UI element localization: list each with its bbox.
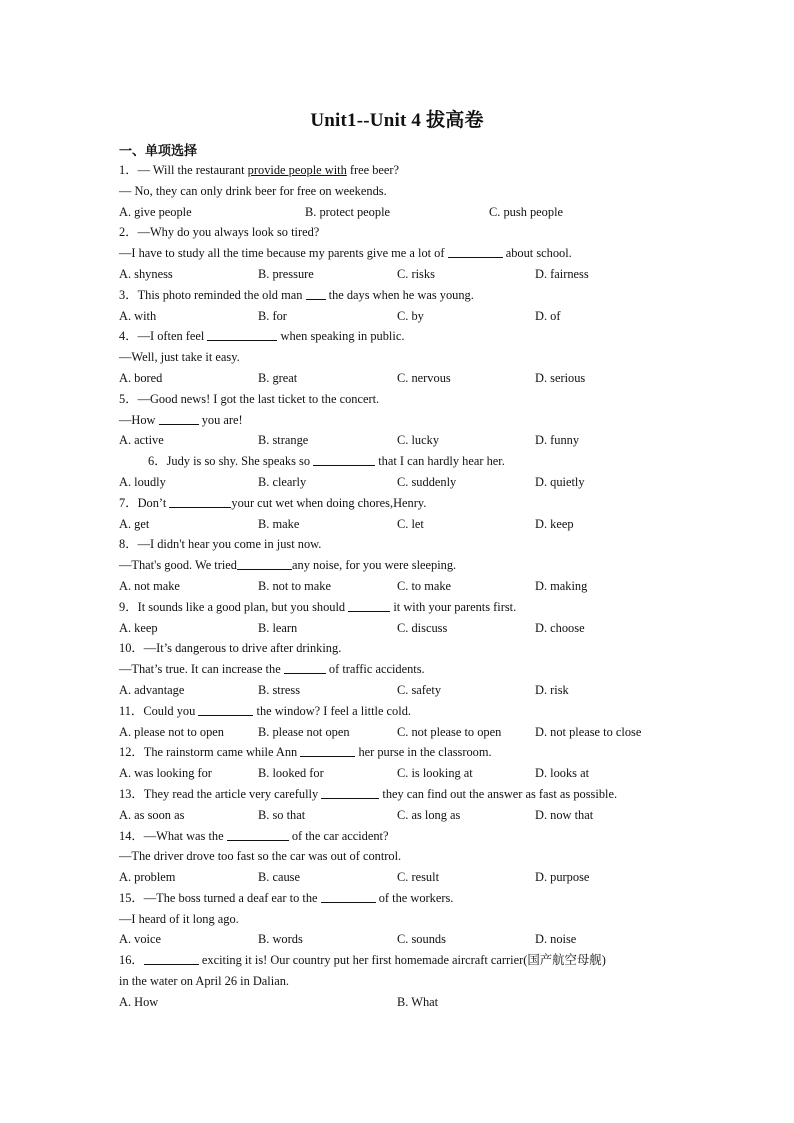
question-number: 5．	[119, 391, 138, 406]
option-letter: C.	[397, 370, 409, 385]
option-text: not please to close	[550, 724, 642, 739]
options-row	[119, 680, 739, 701]
option-text: discuss	[411, 620, 448, 635]
answer-blank[interactable]	[300, 743, 355, 757]
option-text: stress	[272, 682, 301, 697]
page-title: Unit1--Unit 4 拔高卷	[310, 110, 484, 131]
question-line	[119, 971, 739, 992]
question-number: 2．	[119, 225, 138, 240]
options-row	[119, 618, 739, 639]
answer-option[interactable]	[258, 306, 287, 327]
option-letter: B.	[258, 433, 270, 448]
answer-option[interactable]	[119, 472, 166, 493]
question-line	[119, 846, 739, 867]
answer-option[interactable]	[119, 618, 158, 639]
answer-option[interactable]	[535, 306, 560, 327]
question-line	[119, 701, 739, 722]
answer-option[interactable]	[258, 722, 350, 743]
option-letter: B.	[258, 308, 270, 323]
question-text: —I have to study all the time because my parents give me a lot of	[119, 246, 448, 261]
answer-option[interactable]	[119, 306, 156, 327]
option-letter: D.	[535, 474, 548, 489]
option-letter: B.	[258, 870, 270, 885]
answer-option[interactable]	[535, 514, 574, 535]
option-text: pressure	[272, 266, 314, 281]
answer-option[interactable]	[535, 430, 579, 451]
option-text: as soon as	[134, 807, 185, 822]
options-row	[119, 472, 739, 493]
option-letter: A.	[119, 433, 132, 448]
option-letter: A.	[119, 266, 132, 281]
question-line	[119, 285, 739, 306]
option-letter: D.	[535, 870, 548, 885]
answer-option[interactable]	[397, 264, 435, 285]
option-letter: C.	[397, 807, 409, 822]
question-line	[119, 493, 739, 514]
option-text: make	[272, 516, 300, 531]
option-text: was looking for	[134, 766, 212, 781]
option-text: protect people	[319, 204, 391, 219]
answer-blank[interactable]	[237, 556, 292, 570]
answer-option[interactable]	[397, 680, 441, 701]
option-letter: C.	[397, 308, 409, 323]
answer-option[interactable]	[119, 763, 212, 784]
answer-blank[interactable]	[313, 452, 375, 466]
options-row	[119, 805, 739, 826]
option-letter: C.	[397, 932, 409, 947]
option-text: for	[272, 308, 287, 323]
option-text: not to make	[272, 578, 331, 593]
option-text: clearly	[272, 474, 307, 489]
question-number: 6．	[148, 454, 167, 469]
option-text: looks at	[550, 766, 590, 781]
answer-option[interactable]	[119, 867, 175, 888]
question-number: 14．	[119, 828, 144, 843]
answer-blank[interactable]	[159, 411, 199, 425]
answer-option[interactable]	[119, 576, 180, 597]
option-text: voice	[134, 932, 161, 947]
option-letter: A.	[119, 578, 132, 593]
answer-option[interactable]	[119, 992, 158, 1013]
option-letter: A.	[119, 474, 132, 489]
question-text: of traffic accidents.	[325, 662, 425, 677]
answer-option[interactable]	[397, 306, 424, 327]
answer-option[interactable]	[119, 264, 173, 285]
answer-option[interactable]	[397, 368, 451, 389]
question-text: of the workers.	[375, 890, 454, 905]
answer-option[interactable]	[535, 618, 585, 639]
answer-blank[interactable]	[169, 494, 231, 508]
answer-option[interactable]	[258, 264, 314, 285]
option-letter: B.	[258, 474, 270, 489]
option-text: is looking at	[411, 766, 473, 781]
question-text: they can find out the answer as fast as possible.	[379, 786, 618, 801]
question-line	[119, 451, 739, 472]
option-text: keep	[134, 620, 158, 635]
question-number: 13．	[119, 786, 144, 801]
question-text: when speaking in public.	[277, 329, 405, 344]
question-text: Could you	[143, 703, 199, 718]
question-text: in the water on April 26 in Dalian.	[119, 974, 289, 989]
question-line	[119, 784, 739, 805]
option-letter: A.	[119, 370, 132, 385]
question-text: —I heard of it long ago.	[119, 911, 239, 926]
options-row	[119, 264, 739, 285]
option-letter: A.	[119, 682, 132, 697]
option-letter: C.	[397, 620, 409, 635]
option-letter: A.	[119, 870, 132, 885]
option-letter: A.	[119, 620, 132, 635]
option-text: as long as	[411, 807, 461, 822]
answer-option[interactable]	[535, 867, 589, 888]
option-letter: B.	[305, 204, 317, 219]
option-text: purpose	[550, 870, 590, 885]
answer-blank[interactable]	[144, 951, 199, 965]
option-text: not make	[134, 578, 180, 593]
option-text: loudly	[134, 474, 166, 489]
option-letter: A.	[119, 766, 132, 781]
option-letter: A.	[119, 516, 132, 531]
answer-option[interactable]	[397, 992, 438, 1013]
options-row	[119, 202, 739, 223]
option-letter: B.	[258, 578, 270, 593]
option-letter: C.	[397, 766, 409, 781]
question-number: 9．	[119, 599, 138, 614]
answer-blank[interactable]	[321, 785, 379, 799]
question-text: —How	[119, 412, 159, 427]
question-number: 11．	[119, 703, 144, 718]
answer-option[interactable]	[258, 929, 303, 950]
question-text: —The driver drove too fast so the car was out of control.	[119, 849, 402, 864]
question-text: Don’t	[137, 495, 170, 510]
answer-blank[interactable]	[321, 889, 376, 903]
option-text: so that	[272, 807, 306, 822]
option-letter: B.	[258, 682, 270, 697]
answer-option[interactable]	[258, 680, 300, 701]
question-text: that I can hardly hear her.	[375, 454, 505, 469]
question-text: the days when he was young.	[325, 287, 474, 302]
answer-option[interactable]	[119, 430, 164, 451]
option-text: bored	[134, 370, 163, 385]
answer-blank[interactable]	[306, 286, 326, 300]
answer-option[interactable]	[258, 430, 308, 451]
question-text: her purse in the classroom.	[355, 745, 492, 760]
option-letter: B.	[258, 932, 270, 947]
question-text: —I didn't hear you come in just now.	[137, 537, 322, 552]
answer-option[interactable]	[305, 202, 390, 223]
option-text: get	[134, 516, 150, 531]
options-row	[119, 306, 739, 327]
question-text: —I often feel	[137, 329, 208, 344]
option-text: How	[134, 994, 159, 1009]
answer-option[interactable]	[535, 722, 641, 743]
question-line	[119, 534, 739, 555]
option-text: choose	[550, 620, 585, 635]
option-letter: A.	[119, 308, 132, 323]
answer-blank[interactable]	[227, 827, 289, 841]
option-letter: D.	[535, 620, 548, 635]
question-text: any noise, for you were sleeping.	[292, 558, 457, 573]
option-text: funny	[550, 433, 580, 448]
option-letter: A.	[119, 204, 132, 219]
question-text: of the car accident?	[288, 828, 389, 843]
answer-option[interactable]	[397, 514, 424, 535]
answer-option[interactable]	[489, 202, 563, 223]
option-text: advantage	[134, 682, 185, 697]
options-row	[119, 368, 739, 389]
option-letter: D.	[535, 516, 548, 531]
answer-blank[interactable]	[284, 660, 326, 674]
answer-option[interactable]	[535, 763, 589, 784]
question-text: it with your parents first.	[390, 599, 517, 614]
question-text: your cut wet when doing chores,Henry.	[231, 495, 427, 510]
answer-option[interactable]	[119, 722, 224, 743]
option-letter: A.	[119, 932, 132, 947]
option-letter: C.	[397, 724, 409, 739]
question-text: —Why do you always look so tired?	[137, 225, 320, 240]
option-text: by	[411, 308, 424, 323]
question-line	[119, 659, 739, 680]
question-text: —Good news! I got the last ticket to the concert.	[137, 391, 380, 406]
option-letter: D.	[535, 308, 548, 323]
question-text: exciting it is! Our country put her first homemade aircraft carrier(国产航空母舰)	[198, 953, 606, 968]
answer-option[interactable]	[397, 618, 447, 639]
option-text: noise	[550, 932, 577, 947]
option-text: sounds	[411, 932, 446, 947]
question-text: —It’s dangerous to drive after drinking.	[143, 641, 342, 656]
question-text: Judy is so shy. She speaks so	[166, 454, 314, 469]
options-row	[119, 514, 739, 535]
option-text: What	[411, 994, 439, 1009]
question-text: —The boss turned a deaf ear to the	[143, 890, 321, 905]
option-letter: D.	[535, 932, 548, 947]
option-letter: D.	[535, 266, 548, 281]
question-line	[119, 389, 739, 410]
question-number: 10．	[119, 641, 144, 656]
answer-option[interactable]	[258, 514, 299, 535]
question-text: you are!	[198, 412, 243, 427]
question-line	[119, 742, 739, 763]
option-text: learn	[272, 620, 298, 635]
answer-blank[interactable]	[348, 598, 390, 612]
option-letter: B.	[258, 370, 270, 385]
option-text: serious	[550, 370, 586, 385]
answer-option[interactable]	[535, 680, 569, 701]
option-letter: A.	[119, 994, 132, 1009]
option-letter: D.	[535, 682, 548, 697]
question-line	[119, 326, 739, 347]
option-letter: A.	[119, 807, 132, 822]
option-letter: A.	[119, 724, 132, 739]
answer-option[interactable]	[258, 472, 306, 493]
option-letter: B.	[258, 807, 270, 822]
option-letter: B.	[397, 994, 409, 1009]
question-text: about school.	[502, 246, 572, 261]
option-text: risks	[411, 266, 435, 281]
option-letter: C.	[397, 516, 409, 531]
option-text: to make	[411, 578, 452, 593]
option-letter: D.	[535, 724, 548, 739]
question-text: free beer?	[346, 163, 400, 177]
option-text: strange	[272, 433, 309, 448]
options-row	[119, 722, 739, 743]
option-letter: D.	[535, 766, 548, 781]
option-text: keep	[550, 516, 574, 531]
answer-option[interactable]	[258, 763, 324, 784]
answer-option[interactable]	[119, 929, 161, 950]
option-text: please not open	[272, 724, 350, 739]
option-letter: B.	[258, 724, 270, 739]
option-letter: B.	[258, 620, 270, 635]
option-text: of	[550, 308, 561, 323]
option-text: great	[272, 370, 298, 385]
option-letter: D.	[535, 370, 548, 385]
question-number: 4．	[119, 329, 138, 344]
question-text: — Will the restaurant	[137, 163, 248, 177]
option-letter: C.	[397, 266, 409, 281]
option-text: nervous	[411, 370, 451, 385]
question-line	[119, 222, 739, 243]
option-text: please not to open	[134, 724, 224, 739]
question-line	[119, 347, 739, 368]
answer-option[interactable]	[258, 805, 305, 826]
question-number: 12．	[119, 745, 144, 760]
answer-option[interactable]	[397, 929, 446, 950]
options-row	[119, 763, 739, 784]
answer-option[interactable]	[119, 202, 192, 223]
question-text: This photo reminded the old man	[137, 287, 306, 302]
option-text: now that	[550, 807, 594, 822]
question-line	[119, 181, 739, 202]
answer-option[interactable]	[535, 576, 587, 597]
option-text: push people	[503, 204, 564, 219]
answer-option[interactable]	[119, 805, 184, 826]
option-letter: C.	[397, 870, 409, 885]
option-letter: D.	[535, 433, 548, 448]
option-letter: B.	[258, 266, 270, 281]
question-line	[119, 160, 739, 181]
question-list	[119, 160, 739, 1013]
option-text: problem	[134, 870, 176, 885]
answer-option[interactable]	[535, 472, 585, 493]
option-letter: D.	[535, 807, 548, 822]
answer-option[interactable]	[397, 805, 460, 826]
option-text: give people	[134, 204, 192, 219]
question-line	[119, 555, 739, 576]
option-text: fairness	[550, 266, 589, 281]
option-text: making	[550, 578, 588, 593]
option-text: safety	[411, 682, 442, 697]
options-row	[119, 576, 739, 597]
options-row	[119, 929, 739, 950]
answer-option[interactable]	[119, 368, 162, 389]
answer-option[interactable]	[397, 763, 473, 784]
option-text: quietly	[550, 474, 585, 489]
question-text: They read the article very carefully	[143, 786, 322, 801]
option-text: cause	[272, 870, 301, 885]
option-letter: B.	[258, 766, 270, 781]
question-line	[119, 638, 739, 659]
option-text: suddenly	[411, 474, 457, 489]
option-letter: C.	[397, 578, 409, 593]
answer-option[interactable]	[535, 805, 593, 826]
option-text: active	[134, 433, 164, 448]
question-line	[119, 888, 739, 909]
question-text: —That’s true. It can increase the	[119, 662, 284, 677]
options-row	[119, 992, 739, 1013]
question-line	[119, 826, 739, 847]
answer-option[interactable]	[535, 929, 576, 950]
answer-option[interactable]	[258, 867, 300, 888]
section-heading: 一、单项选择	[119, 143, 198, 158]
answer-option[interactable]	[258, 576, 331, 597]
question-text: It sounds like a good plan, but you should	[137, 599, 349, 614]
answer-option[interactable]	[397, 430, 439, 451]
answer-blank[interactable]	[448, 244, 503, 258]
answer-option[interactable]	[397, 472, 456, 493]
option-text: risk	[550, 682, 569, 697]
question-number: 15．	[119, 890, 144, 905]
answer-option[interactable]	[258, 368, 297, 389]
option-text: shyness	[134, 266, 173, 281]
option-text: lucky	[411, 433, 440, 448]
option-letter: C.	[397, 682, 409, 697]
question-line	[119, 909, 739, 930]
option-text: let	[411, 516, 424, 531]
question-line	[119, 243, 739, 264]
answer-option[interactable]	[535, 368, 585, 389]
question-number: 8．	[119, 537, 138, 552]
option-text: with	[134, 308, 157, 323]
answer-option[interactable]	[397, 576, 451, 597]
question-number: 16．	[119, 953, 144, 968]
option-letter: D.	[535, 578, 548, 593]
question-text: —Well, just take it easy.	[119, 350, 240, 365]
option-letter: C.	[489, 204, 501, 219]
question-text: —What was the	[143, 828, 227, 843]
question-line	[119, 950, 739, 971]
question-number: 1．	[119, 163, 138, 177]
option-letter: C.	[397, 433, 409, 448]
question-text: —That's good. We tried	[119, 558, 238, 573]
answer-option[interactable]	[258, 618, 297, 639]
answer-option[interactable]	[119, 680, 184, 701]
question-text: the window? I feel a little cold.	[253, 703, 411, 718]
option-text: result	[411, 870, 440, 885]
question-line	[119, 597, 739, 618]
option-text: looked for	[272, 766, 324, 781]
question-number: 3．	[119, 287, 138, 302]
answer-option[interactable]	[119, 514, 149, 535]
options-row	[119, 867, 739, 888]
answer-blank[interactable]	[198, 702, 253, 716]
option-text: words	[272, 932, 303, 947]
answer-blank[interactable]	[207, 327, 277, 341]
question-text: The rainstorm came while Ann	[143, 745, 301, 760]
option-letter: C.	[397, 474, 409, 489]
option-text: not please to open	[411, 724, 502, 739]
answer-option[interactable]	[397, 722, 501, 743]
options-row	[119, 430, 739, 451]
answer-option[interactable]	[535, 264, 589, 285]
underlined-phrase: provide people with	[247, 163, 347, 177]
option-letter: B.	[258, 516, 270, 531]
answer-option[interactable]	[397, 867, 439, 888]
question-number: 7．	[119, 495, 138, 510]
question-line	[119, 410, 739, 431]
question-text: — No, they can only drink beer for free on weekends.	[119, 183, 387, 198]
